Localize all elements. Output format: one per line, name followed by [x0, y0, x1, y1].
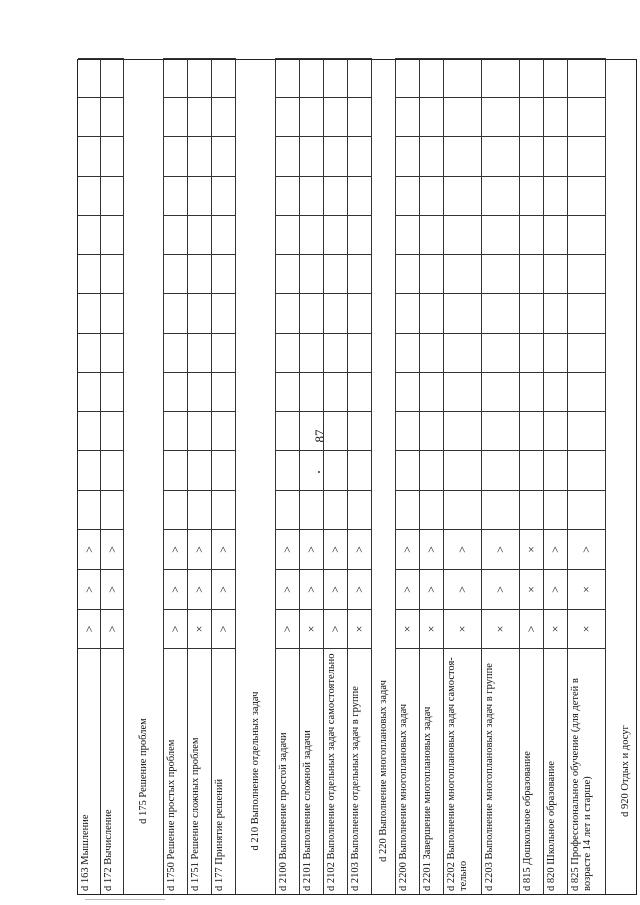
table-row: [276, 58, 300, 894]
empty-cell: [396, 490, 419, 529]
empty-cell: [482, 294, 519, 333]
empty-cell: [78, 372, 100, 411]
empty-cell: [188, 490, 211, 529]
empty-cell: [482, 372, 519, 411]
empty-cell: [188, 97, 211, 136]
empty-cell: [348, 411, 371, 450]
empty-cell: [78, 490, 100, 529]
empty-cell: [420, 372, 443, 411]
empty-cell: [188, 451, 211, 490]
assessment-table: [77, 59, 637, 895]
row-label: d 2103 Выполнение отдельных задач в группе: [348, 648, 371, 894]
empty-cell: [300, 215, 323, 254]
empty-cell: [568, 490, 605, 529]
empty-cell: [396, 97, 419, 136]
empty-cell: [101, 215, 123, 254]
empty-cell: [78, 254, 100, 293]
empty-cell: [300, 451, 323, 490]
empty-cell: [276, 58, 299, 97]
empty-cell: [300, 254, 323, 293]
empty-cell: [101, 254, 123, 293]
empty-cell: [568, 411, 605, 450]
empty-cell: [300, 176, 323, 215]
empty-cell: [212, 372, 235, 411]
cross-mark: ×: [188, 609, 211, 648]
empty-cell: [276, 411, 299, 450]
empty-cell: [544, 411, 567, 450]
check-mark: >: [420, 529, 443, 569]
check-mark: >: [396, 529, 419, 569]
cross-mark: ×: [396, 609, 419, 648]
empty-cell: [212, 58, 235, 97]
empty-cell: [482, 176, 519, 215]
table-row: [444, 58, 482, 894]
empty-cell: [444, 97, 481, 136]
empty-cell: [300, 97, 323, 136]
empty-cell: [324, 58, 347, 97]
empty-cell: [101, 333, 123, 372]
empty-cell: [444, 58, 481, 97]
empty-cell: [324, 97, 347, 136]
empty-cell: [78, 333, 100, 372]
empty-cell: [78, 451, 100, 490]
empty-cell: [276, 372, 299, 411]
empty-cell: [212, 451, 235, 490]
row-label: d 2102 Выполнение отдельных задач самостоятельно: [324, 648, 347, 894]
empty-cell: [276, 97, 299, 136]
empty-cell: [420, 294, 443, 333]
cross-mark: ×: [444, 609, 481, 648]
empty-cell: [544, 176, 567, 215]
empty-cell: [444, 176, 481, 215]
row-label: d 2200 Выполнение многоплановых задач: [396, 648, 419, 894]
empty-cell: [396, 215, 419, 254]
empty-cell: [444, 215, 481, 254]
empty-cell: [444, 254, 481, 293]
empty-cell: [544, 97, 567, 136]
row-label: d 2202 Выполнение многоплановых задач самостоя-тельно: [444, 648, 481, 894]
empty-cell: [324, 333, 347, 372]
empty-cell: [324, 451, 347, 490]
empty-cell: [101, 176, 123, 215]
empty-cell: [544, 215, 567, 254]
empty-cell: [164, 58, 187, 97]
empty-cell: [520, 333, 543, 372]
empty-cell: [300, 58, 323, 97]
table-row: [164, 58, 188, 894]
row-label: d 2100 Выполнение простой задачи: [276, 648, 299, 894]
empty-cell: [212, 490, 235, 529]
empty-cell: [276, 254, 299, 293]
section-row: [372, 58, 396, 894]
empty-cell: [348, 490, 371, 529]
empty-cell: [568, 137, 605, 176]
table-container: [77, 59, 637, 895]
cross-mark: ×: [300, 609, 323, 648]
empty-cell: [482, 58, 519, 97]
empty-cell: [482, 451, 519, 490]
table-row: [78, 58, 101, 894]
empty-cell: [101, 294, 123, 333]
empty-cell: [300, 372, 323, 411]
cross-mark: ×: [568, 609, 605, 648]
empty-cell: [348, 97, 371, 136]
check-mark: >: [164, 529, 187, 569]
empty-cell: [420, 254, 443, 293]
empty-cell: [544, 490, 567, 529]
empty-cell: [520, 215, 543, 254]
empty-cell: [348, 333, 371, 372]
empty-cell: [420, 215, 443, 254]
empty-cell: [444, 411, 481, 450]
section-label: d 220 Выполнение многоплановых задач: [378, 680, 389, 862]
empty-cell: [482, 215, 519, 254]
empty-cell: [568, 215, 605, 254]
empty-cell: [300, 333, 323, 372]
empty-cell: [420, 176, 443, 215]
empty-cell: [544, 254, 567, 293]
empty-cell: [324, 254, 347, 293]
empty-cell: [420, 411, 443, 450]
empty-cell: [544, 294, 567, 333]
empty-cell: [78, 137, 100, 176]
empty-cell: [101, 411, 123, 450]
check-mark: >: [164, 609, 187, 648]
empty-cell: [324, 137, 347, 176]
table-row: [212, 58, 236, 894]
empty-cell: [300, 294, 323, 333]
table-row: [300, 58, 324, 894]
check-mark: >: [300, 529, 323, 569]
table-row: [544, 58, 568, 894]
empty-cell: [212, 215, 235, 254]
cross-mark: ×: [420, 609, 443, 648]
table-row: [420, 58, 444, 894]
row-label: d 825 Профессиональное обучение (для детей в возрасте 14 лет и старше): [568, 648, 605, 894]
empty-cell: [396, 411, 419, 450]
empty-cell: [520, 254, 543, 293]
empty-cell: [348, 176, 371, 215]
row-label: d 172 Вычисление: [101, 648, 123, 894]
check-mark: >: [444, 529, 481, 569]
table-row: [396, 58, 420, 894]
check-mark: >: [78, 569, 100, 609]
empty-cell: [212, 97, 235, 136]
empty-cell: [482, 333, 519, 372]
empty-cell: [396, 137, 419, 176]
section-row: [236, 58, 276, 894]
check-mark: >: [544, 529, 567, 569]
empty-cell: [568, 97, 605, 136]
empty-cell: [212, 137, 235, 176]
check-mark: >: [188, 529, 211, 569]
empty-cell: [164, 411, 187, 450]
empty-cell: [164, 176, 187, 215]
section-row: [606, 58, 640, 894]
empty-cell: [212, 411, 235, 450]
empty-cell: [348, 137, 371, 176]
row-label: d 2201 Завершение многоплановых задач: [420, 648, 443, 894]
scan-edge-line: [85, 899, 165, 900]
table-row: [348, 58, 372, 894]
empty-cell: [396, 333, 419, 372]
table-row: [188, 58, 212, 894]
empty-cell: [482, 411, 519, 450]
empty-cell: [188, 294, 211, 333]
row-label: d 1750 Решение простых проблем: [164, 648, 187, 894]
empty-cell: [444, 372, 481, 411]
check-mark: >: [396, 569, 419, 609]
empty-cell: [348, 254, 371, 293]
empty-cell: [520, 137, 543, 176]
empty-cell: [420, 97, 443, 136]
table-row: [101, 58, 124, 894]
empty-cell: [396, 254, 419, 293]
empty-cell: [568, 451, 605, 490]
empty-cell: [212, 254, 235, 293]
empty-cell: [212, 333, 235, 372]
empty-cell: [444, 451, 481, 490]
section-label: d 920 Отдых и досуг: [620, 725, 631, 817]
cross-mark: ×: [520, 529, 543, 569]
check-mark: >: [101, 609, 123, 648]
check-mark: >: [101, 529, 123, 569]
empty-cell: [520, 490, 543, 529]
empty-cell: [520, 176, 543, 215]
empty-cell: [78, 176, 100, 215]
table-row: [482, 58, 520, 894]
empty-cell: [482, 137, 519, 176]
empty-cell: [188, 58, 211, 97]
empty-cell: [300, 490, 323, 529]
empty-cell: [164, 372, 187, 411]
check-mark: >: [348, 569, 371, 609]
empty-cell: [520, 294, 543, 333]
empty-cell: [276, 451, 299, 490]
empty-cell: [544, 451, 567, 490]
empty-cell: [188, 137, 211, 176]
row-label: d 815 Дошкольное образование: [520, 648, 543, 894]
empty-cell: [420, 333, 443, 372]
check-mark: >: [101, 569, 123, 609]
empty-cell: [101, 137, 123, 176]
empty-cell: [164, 333, 187, 372]
check-mark: >: [188, 569, 211, 609]
empty-cell: [164, 490, 187, 529]
empty-cell: [482, 254, 519, 293]
empty-cell: [324, 372, 347, 411]
empty-cell: [482, 490, 519, 529]
section-label: d 175 Решение проблем: [138, 718, 149, 824]
check-mark: >: [324, 529, 347, 569]
empty-cell: [78, 294, 100, 333]
empty-cell: [276, 215, 299, 254]
empty-cell: [568, 58, 605, 97]
cross-mark: ×: [348, 609, 371, 648]
cross-mark: ×: [568, 569, 605, 609]
check-mark: >: [568, 529, 605, 569]
empty-cell: [324, 176, 347, 215]
check-mark: >: [544, 569, 567, 609]
row-label: d 2203 Выполнение многоплановых задач в группе: [482, 648, 519, 894]
table-row: [520, 58, 544, 894]
empty-cell: [396, 294, 419, 333]
empty-cell: [324, 411, 347, 450]
empty-cell: [188, 411, 211, 450]
empty-cell: [188, 372, 211, 411]
row-label: d 820 Школьное образование: [544, 648, 567, 894]
empty-cell: [300, 411, 323, 450]
row-label: d 1751 Решение сложных проблем: [188, 648, 211, 894]
empty-cell: [520, 97, 543, 136]
empty-cell: [544, 137, 567, 176]
check-mark: >: [482, 529, 519, 569]
empty-cell: [212, 294, 235, 333]
empty-cell: [78, 215, 100, 254]
empty-cell: [420, 490, 443, 529]
check-mark: >: [212, 529, 235, 569]
empty-cell: [568, 176, 605, 215]
empty-cell: [420, 451, 443, 490]
section-label: d 210 Выполнение отдельных задач: [250, 691, 261, 851]
page-number: 87: [312, 429, 327, 443]
empty-cell: [101, 97, 123, 136]
empty-cell: [520, 372, 543, 411]
cross-mark: ×: [544, 609, 567, 648]
empty-cell: [164, 97, 187, 136]
empty-cell: [164, 451, 187, 490]
cross-mark: ×: [520, 569, 543, 609]
empty-cell: [164, 215, 187, 254]
check-mark: >: [348, 529, 371, 569]
check-mark: >: [276, 569, 299, 609]
empty-cell: [520, 58, 543, 97]
check-mark: >: [520, 609, 543, 648]
check-mark: >: [78, 609, 100, 648]
check-mark: >: [164, 569, 187, 609]
empty-cell: [444, 333, 481, 372]
empty-cell: [101, 58, 123, 97]
empty-cell: [188, 333, 211, 372]
row-label: d 163 Мышление: [78, 648, 100, 894]
empty-cell: [348, 451, 371, 490]
empty-cell: [544, 58, 567, 97]
empty-cell: [276, 490, 299, 529]
empty-cell: [444, 137, 481, 176]
empty-cell: [482, 97, 519, 136]
check-mark: >: [324, 569, 347, 609]
empty-cell: [101, 490, 123, 529]
empty-cell: [348, 58, 371, 97]
empty-cell: [324, 490, 347, 529]
empty-cell: [568, 294, 605, 333]
empty-cell: [78, 97, 100, 136]
empty-cell: [544, 372, 567, 411]
empty-cell: [396, 372, 419, 411]
row-label: d 177 Принятие решений: [212, 648, 235, 894]
empty-cell: [188, 254, 211, 293]
empty-cell: [348, 294, 371, 333]
empty-cell: [78, 411, 100, 450]
empty-cell: [324, 294, 347, 333]
check-mark: >: [300, 569, 323, 609]
check-mark: >: [212, 609, 235, 648]
check-mark: >: [276, 609, 299, 648]
empty-cell: [164, 137, 187, 176]
check-mark: >: [482, 569, 519, 609]
empty-cell: [520, 411, 543, 450]
empty-cell: [188, 215, 211, 254]
check-mark: >: [78, 529, 100, 569]
empty-cell: [300, 137, 323, 176]
empty-cell: [164, 254, 187, 293]
empty-cell: [276, 137, 299, 176]
empty-cell: [188, 176, 211, 215]
empty-cell: [212, 176, 235, 215]
empty-cell: [544, 333, 567, 372]
empty-cell: [324, 215, 347, 254]
empty-cell: [276, 176, 299, 215]
empty-cell: [78, 58, 100, 97]
check-mark: >: [212, 569, 235, 609]
empty-cell: [444, 490, 481, 529]
check-mark: >: [324, 609, 347, 648]
section-row: [124, 58, 164, 894]
empty-cell: [568, 254, 605, 293]
check-mark: >: [420, 569, 443, 609]
empty-cell: [520, 451, 543, 490]
empty-cell: [396, 176, 419, 215]
empty-cell: [444, 294, 481, 333]
empty-cell: [276, 333, 299, 372]
empty-cell: [396, 58, 419, 97]
table-row: [568, 58, 606, 894]
empty-cell: [396, 451, 419, 490]
table-row: [324, 58, 348, 894]
empty-cell: [348, 215, 371, 254]
empty-cell: [276, 294, 299, 333]
empty-cell: [568, 333, 605, 372]
empty-cell: [420, 58, 443, 97]
cross-mark: ×: [482, 609, 519, 648]
empty-cell: [164, 294, 187, 333]
empty-cell: [101, 372, 123, 411]
row-label: d 2101 Выполнение сложной задачи: [300, 648, 323, 894]
empty-cell: [348, 372, 371, 411]
check-mark: >: [276, 529, 299, 569]
empty-cell: [568, 372, 605, 411]
empty-cell: [420, 137, 443, 176]
empty-cell: [101, 451, 123, 490]
check-mark: >: [444, 569, 481, 609]
